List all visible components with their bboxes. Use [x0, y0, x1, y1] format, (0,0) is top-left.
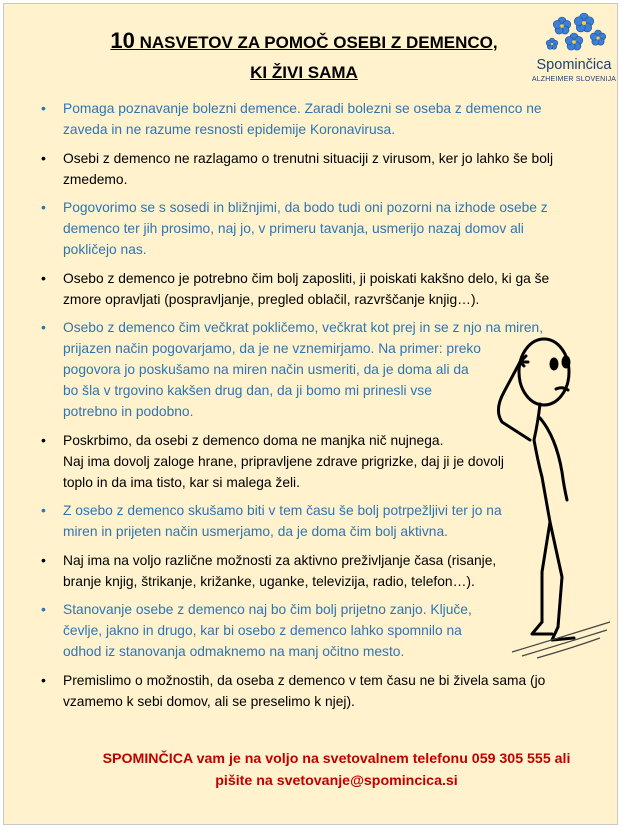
tip-line: potrebno in podobno.	[63, 404, 194, 419]
spomincica-logo	[528, 12, 620, 92]
footer-line-2: pišite na svetovanje@spomincica.si	[215, 773, 458, 789]
tip-item	[41, 148, 596, 190]
footer-line-1: SPOMINČICA vam je na voljo na svetovalnem telefonu 059 305 555 ali	[102, 751, 571, 767]
tip-line: Pogovorimo se s sosedi in bližnjimi, da bodo tudi oni pozorni na izhode osebe z	[63, 200, 548, 215]
tip-item	[41, 670, 596, 712]
tip-line: demenco ter jih prosimo, naj jo, v primeru tavanja, usmerijo nazaj domov ali	[63, 221, 524, 236]
tip-line: zmedemo.	[63, 171, 128, 187]
tip-line: zaveda in ne razume resnosti epidemije Koronavirusa.	[63, 122, 396, 137]
bullet-dot-icon: •	[41, 551, 46, 568]
tip-line: Stanovanje osebe z demenco naj bo čim bolj prijetno zanjo. Ključe,	[63, 602, 472, 617]
title-text-1: NASVETOV ZA POMOČ OSEBI Z DEMENCO,	[139, 33, 498, 52]
tip-line: čevlje, jakno in drugo, kar bi osebo z demenco lahko spomnilo na	[63, 623, 462, 638]
logo-subtitle: ALZHEIMER SLOVENIJA	[531, 76, 617, 83]
title-line-2: KI ŽIVI SAMA	[250, 63, 358, 82]
tip-line: Poskrbimo, da osebi z demenco doma ne manjka nič nujnega.	[63, 432, 444, 448]
tip-line: branje knjig, štrikanje, križanke, uganke, televizija, radio, telefon…).	[63, 573, 475, 589]
bullet-dot-icon: •	[41, 502, 46, 518]
title-number: 10	[110, 28, 135, 53]
bullet-dot-icon: •	[41, 601, 46, 617]
bullet-dot-icon: •	[41, 319, 46, 335]
tip-line: Osebo z demenco je potrebno čim bolj zaposliti, ji poiskati kakšno delo, ki ga še	[63, 270, 550, 286]
tip-line: pogovora jo poskušamo na miren način usmeriti, da je doma ali da	[63, 362, 469, 377]
bullet-dot-icon: •	[41, 431, 46, 448]
tip-line: Osebi z demenco ne razlagamo o trenutni situaciji z virusom, ker jo lahko še bolj	[63, 150, 554, 166]
tip-line: zmore opravljati (pospravljanje, pregled oblačil, razvrščanje knjig…).	[63, 291, 480, 307]
forget-me-not-flowers-icon	[528, 12, 620, 62]
tip-line: pokličejo nas.	[63, 242, 147, 257]
flyer-page	[3, 3, 618, 825]
logo-name: Spominčica	[536, 57, 612, 73]
tip-line: Premislimo o možnostih, da oseba z demenco v tem času ne bi živela sama (jo	[63, 672, 546, 688]
tip-line: prijazen način pogovarjamo, da je ne vznemirjamo. Na primer: preko	[63, 341, 481, 356]
page-title	[64, 26, 544, 88]
tip-line: Osebo z demenco čim večkrat pokličemo, večkrat kot prej in se z njo na miren,	[63, 320, 544, 335]
tip-line: toplo in da ima tisto, kar si malega želi.	[63, 474, 300, 490]
tip-item	[41, 98, 596, 140]
tip-item	[41, 197, 596, 260]
tip-line: Naj ima na voljo različne možnosti za aktivno preživljanje časa (risanje,	[63, 552, 497, 568]
bullet-dot-icon: •	[41, 671, 46, 688]
title-line-1	[64, 26, 544, 58]
bullet-dot-icon: •	[41, 269, 46, 286]
tip-line: vzamemo k sebi domov, ali se preselimo k njej).	[63, 693, 355, 709]
tip-line: Naj ima dovolj zaloge hrane, pripravljene zdrave prigrizke, daj ji je dovolj	[63, 453, 504, 469]
tip-line: bo šla v trgovino kakšen drug dan, da ji bomo mi prinesli vse	[63, 383, 432, 398]
contact-footer	[64, 748, 609, 792]
tip-line: Z osebo z demenco skušamo biti v tem času še bolj potrpežljivi ter jo na	[63, 503, 502, 518]
tip-line: odhod iz stanovanja odmaknemo na manj očitno mesto.	[63, 644, 405, 659]
tip-line: miren in prijeten način usmerjamo, da je doma čim bolj aktivna.	[63, 524, 448, 539]
bullet-dot-icon: •	[41, 199, 46, 215]
confused-stick-figure-icon	[482, 322, 617, 667]
bullet-dot-icon: •	[41, 149, 46, 166]
bullet-dot-icon: •	[41, 100, 46, 116]
tip-line: Pomaga poznavanje bolezni demence. Zaradi bolezni se oseba z demenco ne	[63, 101, 542, 116]
tip-item	[41, 268, 596, 310]
